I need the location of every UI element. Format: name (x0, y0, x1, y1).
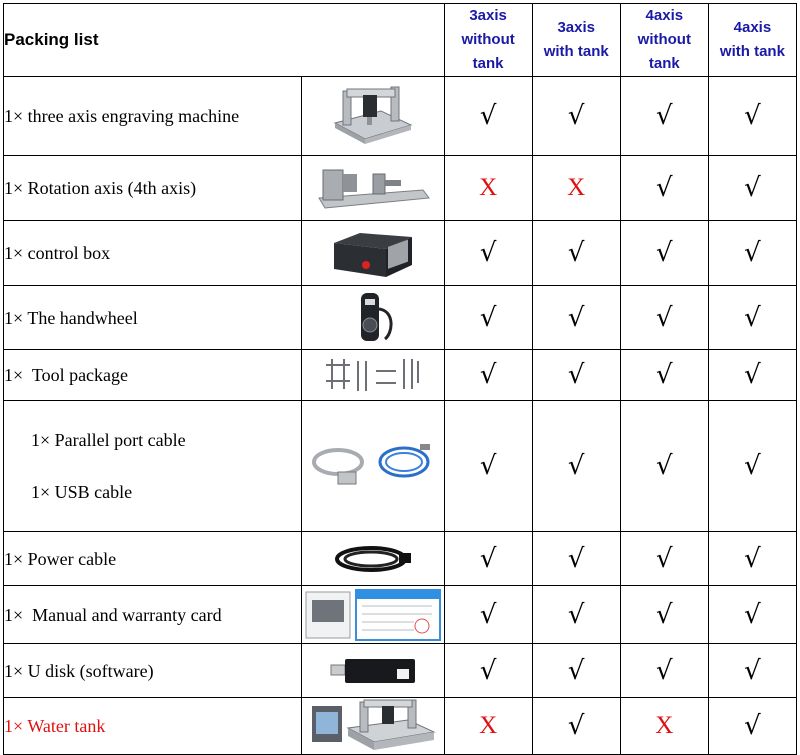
mark-cell (708, 644, 796, 698)
checkmark-icon: √ (479, 543, 497, 574)
mark-cell (444, 221, 532, 286)
manual-warranty-photo (302, 586, 444, 644)
col-header-line: 4axis (645, 7, 684, 24)
checkmark-icon: √ (567, 302, 585, 333)
checkmark-icon: √ (567, 599, 585, 630)
mark-cell (444, 644, 532, 698)
checkmark-icon: √ (656, 451, 673, 481)
mark-cell (620, 532, 708, 586)
table-row (4, 698, 797, 755)
col-header-line: with tank (543, 43, 609, 60)
mark-cell (532, 77, 620, 156)
mark-cell (708, 221, 796, 286)
water-tank-machine-photo (302, 698, 444, 755)
mark-cell (444, 286, 532, 350)
cross-icon: X (567, 174, 586, 201)
checkmark-icon: √ (479, 302, 497, 333)
control-box-photo (302, 221, 444, 286)
col-header-4axis-with-tank (708, 4, 796, 77)
mark-cell (532, 350, 620, 401)
col-header-4axis-without-tank (620, 4, 708, 77)
checkmark-icon: √ (479, 655, 497, 686)
item-name (4, 401, 302, 532)
checkmark-icon: √ (744, 101, 761, 131)
checkmark-icon: √ (744, 238, 761, 268)
checkmark-icon: √ (744, 302, 761, 333)
cnc-engraving-machine-photo (302, 77, 444, 156)
mark-cell (532, 644, 620, 698)
item-line: 1× U disk (software) (4, 660, 154, 681)
item-line: 1× control box (4, 243, 111, 263)
item-name (4, 350, 302, 401)
item-name (4, 644, 302, 698)
checkmark-icon: √ (744, 599, 761, 630)
table-row (4, 156, 797, 221)
cross-icon: X (479, 712, 498, 739)
mark-cell (708, 698, 796, 755)
mark-cell (444, 401, 532, 532)
checkmark-icon: √ (567, 101, 585, 131)
mark-cell (532, 401, 620, 532)
checkmark-icon: √ (479, 599, 497, 630)
col-header-3axis-without-tank (444, 4, 532, 77)
header-row (4, 4, 797, 77)
checkmark-icon: √ (567, 238, 585, 268)
col-header-line: without (461, 31, 515, 48)
mark-cell (620, 586, 708, 644)
checkmark-icon: √ (656, 543, 673, 574)
mark-cell (444, 350, 532, 401)
checkmark-icon: √ (744, 173, 761, 203)
mark-cell (444, 77, 532, 156)
table-row (4, 401, 797, 532)
col-header-line: 3axis (557, 19, 595, 36)
item-name (4, 77, 302, 156)
checkmark-icon: √ (479, 238, 497, 268)
item-line: 1× Power cable (4, 548, 117, 569)
table-row (4, 586, 797, 644)
mark-cell (620, 221, 708, 286)
checkmark-icon: √ (744, 655, 761, 686)
col-header-line: tank (648, 55, 680, 72)
checkmark-icon: √ (656, 599, 673, 630)
item-line: 1× The handwheel (4, 307, 138, 328)
mark-cell (620, 644, 708, 698)
mark-cell (444, 532, 532, 586)
mark-cell (708, 401, 796, 532)
checkmark-icon: √ (656, 302, 673, 333)
tool-package-photo (302, 350, 444, 401)
checkmark-icon: √ (744, 360, 761, 390)
checkmark-icon: √ (744, 711, 761, 741)
mark-cell (708, 77, 796, 156)
mark-cell (532, 698, 620, 755)
checkmark-icon: √ (744, 543, 761, 574)
item-line: 1× Tool package (4, 365, 129, 385)
cables-photo (302, 401, 444, 532)
checkmark-icon: √ (567, 711, 585, 741)
item-name (4, 698, 302, 755)
mark-cell (620, 286, 708, 350)
mark-cell (708, 156, 796, 221)
mark-cell (708, 350, 796, 401)
col-header-line: tank (472, 55, 504, 72)
table-row (4, 77, 797, 156)
col-header-line: 4axis (733, 19, 772, 36)
col-header-line: without (637, 31, 691, 48)
mark-cell (532, 586, 620, 644)
checkmark-icon: √ (479, 360, 497, 390)
checkmark-icon: √ (567, 655, 585, 686)
item-line: 1× Water tank (4, 716, 106, 736)
mark-cell (532, 221, 620, 286)
item-line: 1× Rotation axis (4th axis) (4, 178, 197, 198)
table-row (4, 221, 797, 286)
item-line: 1× three axis engraving machine (4, 106, 240, 126)
table-row (4, 286, 797, 350)
col-header-line: 3axis (469, 7, 507, 24)
mark-cell (532, 286, 620, 350)
handwheel-photo (302, 286, 444, 350)
rotation-axis-photo (302, 156, 444, 221)
item-name (4, 221, 302, 286)
item-name (4, 532, 302, 586)
packing-list-table (3, 3, 797, 755)
item-name (4, 286, 302, 350)
mark-cell (620, 698, 708, 755)
mark-cell (620, 401, 708, 532)
mark-cell (620, 77, 708, 156)
item-line: 1× Manual and warranty card (4, 604, 222, 625)
checkmark-icon: √ (656, 360, 673, 390)
mark-cell (708, 586, 796, 644)
table-row (4, 532, 797, 586)
mark-cell (444, 698, 532, 755)
table-row (4, 644, 797, 698)
checkmark-icon: √ (567, 360, 585, 390)
table-row (4, 350, 797, 401)
checkmark-icon: √ (567, 451, 585, 481)
checkmark-icon: √ (479, 451, 497, 481)
mark-cell (620, 156, 708, 221)
checkmark-icon: √ (656, 655, 673, 686)
col-header-line: with tank (719, 43, 785, 60)
mark-cell (532, 156, 620, 221)
mark-cell (444, 586, 532, 644)
checkmark-icon: √ (656, 238, 673, 268)
item-name (4, 156, 302, 221)
checkmark-icon: √ (656, 101, 673, 131)
item-line: 1× Parallel port cable (31, 430, 186, 450)
cross-icon: X (655, 712, 674, 739)
checkmark-icon: √ (567, 543, 585, 574)
checkmark-icon: √ (479, 101, 497, 131)
checkmark-icon: √ (656, 173, 673, 203)
checkmark-icon: √ (744, 451, 761, 481)
mark-cell (620, 350, 708, 401)
item-name (4, 586, 302, 644)
packing-list-title: Packing list (4, 4, 445, 77)
cross-icon: X (479, 174, 498, 201)
item-line: 1× USB cable (31, 482, 133, 502)
usb-disk-photo (302, 644, 444, 698)
mark-cell (708, 286, 796, 350)
mark-cell (532, 532, 620, 586)
col-header-3axis-with-tank (532, 4, 620, 77)
power-cable-photo (302, 532, 444, 586)
mark-cell (444, 156, 532, 221)
mark-cell (708, 532, 796, 586)
